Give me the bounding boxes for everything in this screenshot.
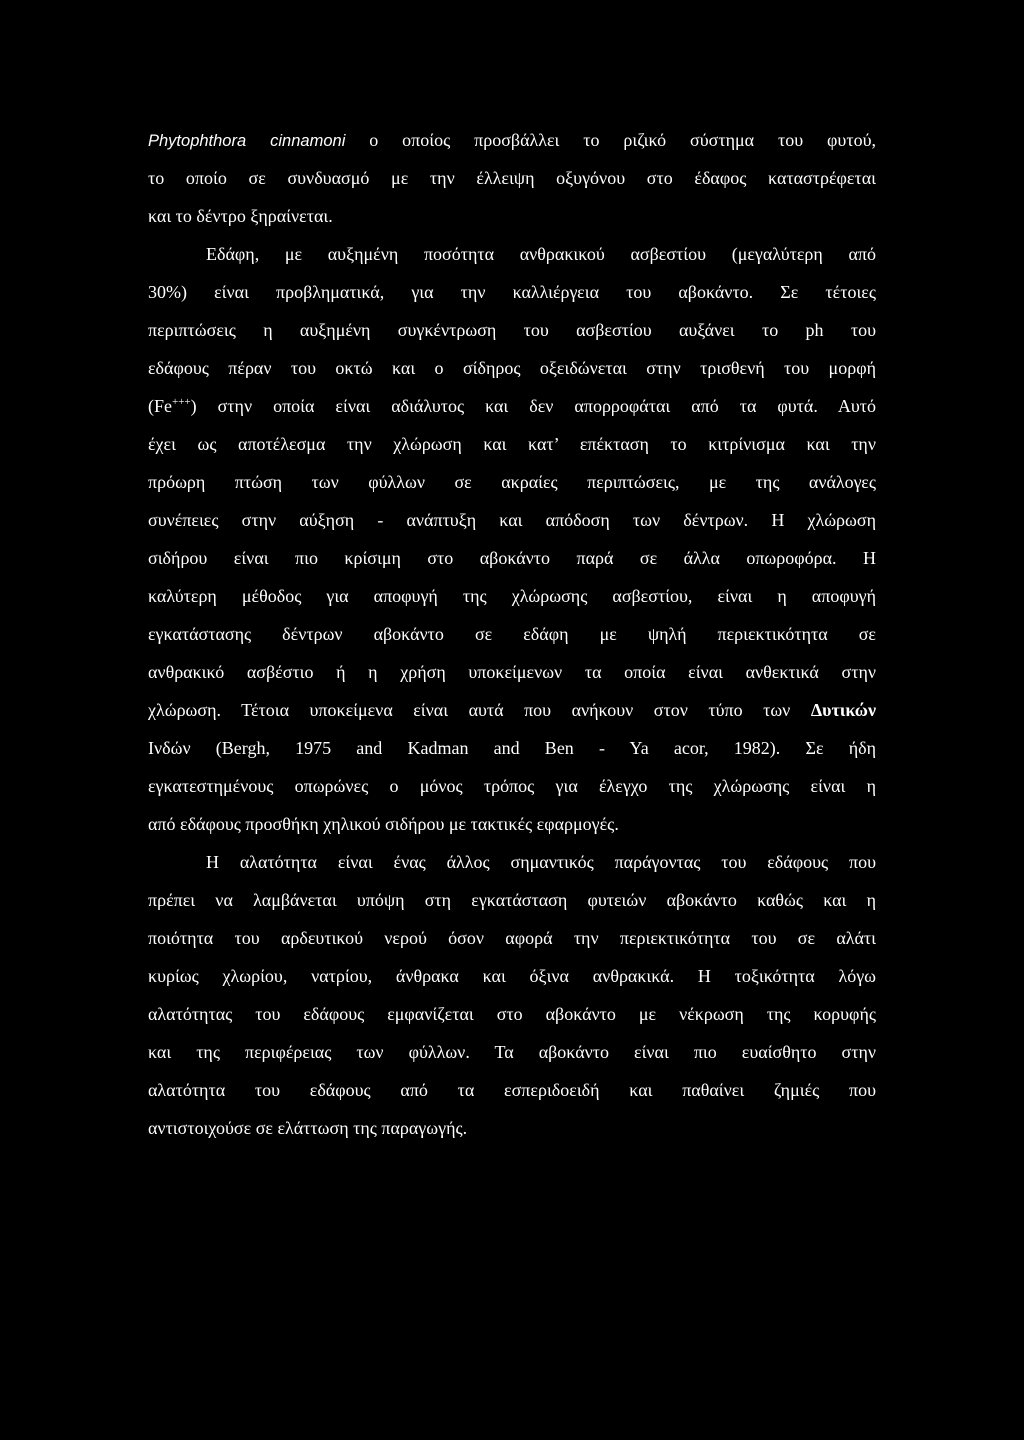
text-line-3: και το δέντρο ξηραίνεται. xyxy=(148,206,333,226)
text-span: χλώρωση. Τέτοια υποκείμενα είναι αυτά που ανήκουν στον τύπο των xyxy=(148,700,811,720)
text-line-25: και της περιφέρειας των φύλλων. Τα αβοκάντο είναι πιο ευαίσθητο στην xyxy=(148,1042,876,1062)
text-line-17: Ινδών (Bergh, 1975 and Kadman and Ben - Ya acor, 1982). Σε ήδη xyxy=(148,738,876,758)
text-line-26: αλατότητα του εδάφους από τα εσπεριδοειδή και παθαίνει ζημιές που xyxy=(148,1080,876,1100)
text-line-22: ποιότητα του αρδευτικού νερού όσον αφορά την περιεκτικότητα του σε αλάτι xyxy=(148,928,876,948)
text-line-20: Η αλατότητα είναι ένας άλλος σημαντικός παράγοντας του εδάφους που xyxy=(206,852,876,872)
text-line-12: σιδήρου είναι πιο κρίσιμη στο αβοκάντο παρά σε άλλα οπωροφόρα. Η xyxy=(148,548,876,568)
text-line-6: περιπτώσεις η αυξημένη συγκέντρωση του ασβεστίου αυξάνει το ph του xyxy=(148,320,876,340)
text-span: ο οποίος προσβάλλει το ριζικό σύστημα του φυτού, xyxy=(345,130,876,150)
text-line-19: από εδάφους προσθήκη χηλικού σιδήρου με τακτικές εφαρμογές. xyxy=(148,814,619,834)
text-line-8 xyxy=(148,387,876,425)
text-line-27: αντιστοιχούσε σε ελάττωση της παραγωγής. xyxy=(148,1118,468,1138)
text-line-7: εδάφους πέραν του οκτώ και ο σίδηρος οξειδώνεται στην τρισθενή του μορφή xyxy=(148,358,876,378)
text-line-23: κυρίως χλωρίου, νατρίου, άνθρακα και όξινα ανθρακικά. Η τοξικότητα λόγω xyxy=(148,966,876,986)
text-line-2: το οποίο σε συνδυασμό με την έλλειψη οξυγόνου στο έδαφος καταστρέφεται xyxy=(148,168,876,188)
bold-term: Δυτικών xyxy=(810,700,876,720)
chemical-formula: (Fe xyxy=(148,396,172,416)
text-line-18: εγκατεστημένους οπωρώνες ο μόνος τρόπος για έλεγχο της χλώρωσης είναι η xyxy=(148,776,876,796)
text-line-16 xyxy=(148,691,876,729)
text-line-24: αλατότητας του εδάφους εμφανίζεται στο αβοκάντο με νέκρωση της κορυφής xyxy=(148,1004,876,1024)
text-line-1 xyxy=(148,121,876,159)
text-line-4: Εδάφη, με αυξημένη ποσότητα ανθρακικού ασβεστίου (μεγαλύτερη από xyxy=(206,244,876,264)
text-line-21: πρέπει να λαμβάνεται υπόψη στη εγκατάσταση φυτειών αβοκάντο καθώς και η xyxy=(148,890,876,910)
text-span: ) στην οποία είναι αδιάλυτος και δεν απορροφάται από τα φυτά. Αυτό xyxy=(190,396,876,416)
superscript-charge: +++ xyxy=(172,396,191,408)
text-line-13: καλύτερη μέθοδος για αποφυγή της χλώρωσης ασβεστίου, είναι η αποφυγή xyxy=(148,586,876,606)
text-line-10: πρόωρη πτώση των φύλλων σε ακραίες περιπτώσεις, με της ανάλογες xyxy=(148,472,876,492)
text-line-5: 30%) είναι προβληματικά, για την καλλιέργεια του αβοκάντο. Σε τέτοιες xyxy=(148,282,876,302)
text-line-15: ανθρακικό ασβέστιο ή η χρήση υποκείμενων τα οποία είναι ανθεκτικά στην xyxy=(148,662,876,682)
text-line-9: έχει ως αποτέλεσμα την χλώρωση και κατ’ επέκταση το κιτρίνισμα και την xyxy=(148,434,876,454)
document-text xyxy=(148,121,876,1147)
text-line-11: συνέπειες στην αύξηση - ανάπτυξη και απόδοση των δέντρων. Η χλώρωση xyxy=(148,510,876,530)
species-name: Phytophthora cinnamoni xyxy=(148,132,346,150)
text-line-14: εγκατάστασης δέντρων αβοκάντο σε εδάφη με ψηλή περιεκτικότητα σε xyxy=(148,624,876,644)
